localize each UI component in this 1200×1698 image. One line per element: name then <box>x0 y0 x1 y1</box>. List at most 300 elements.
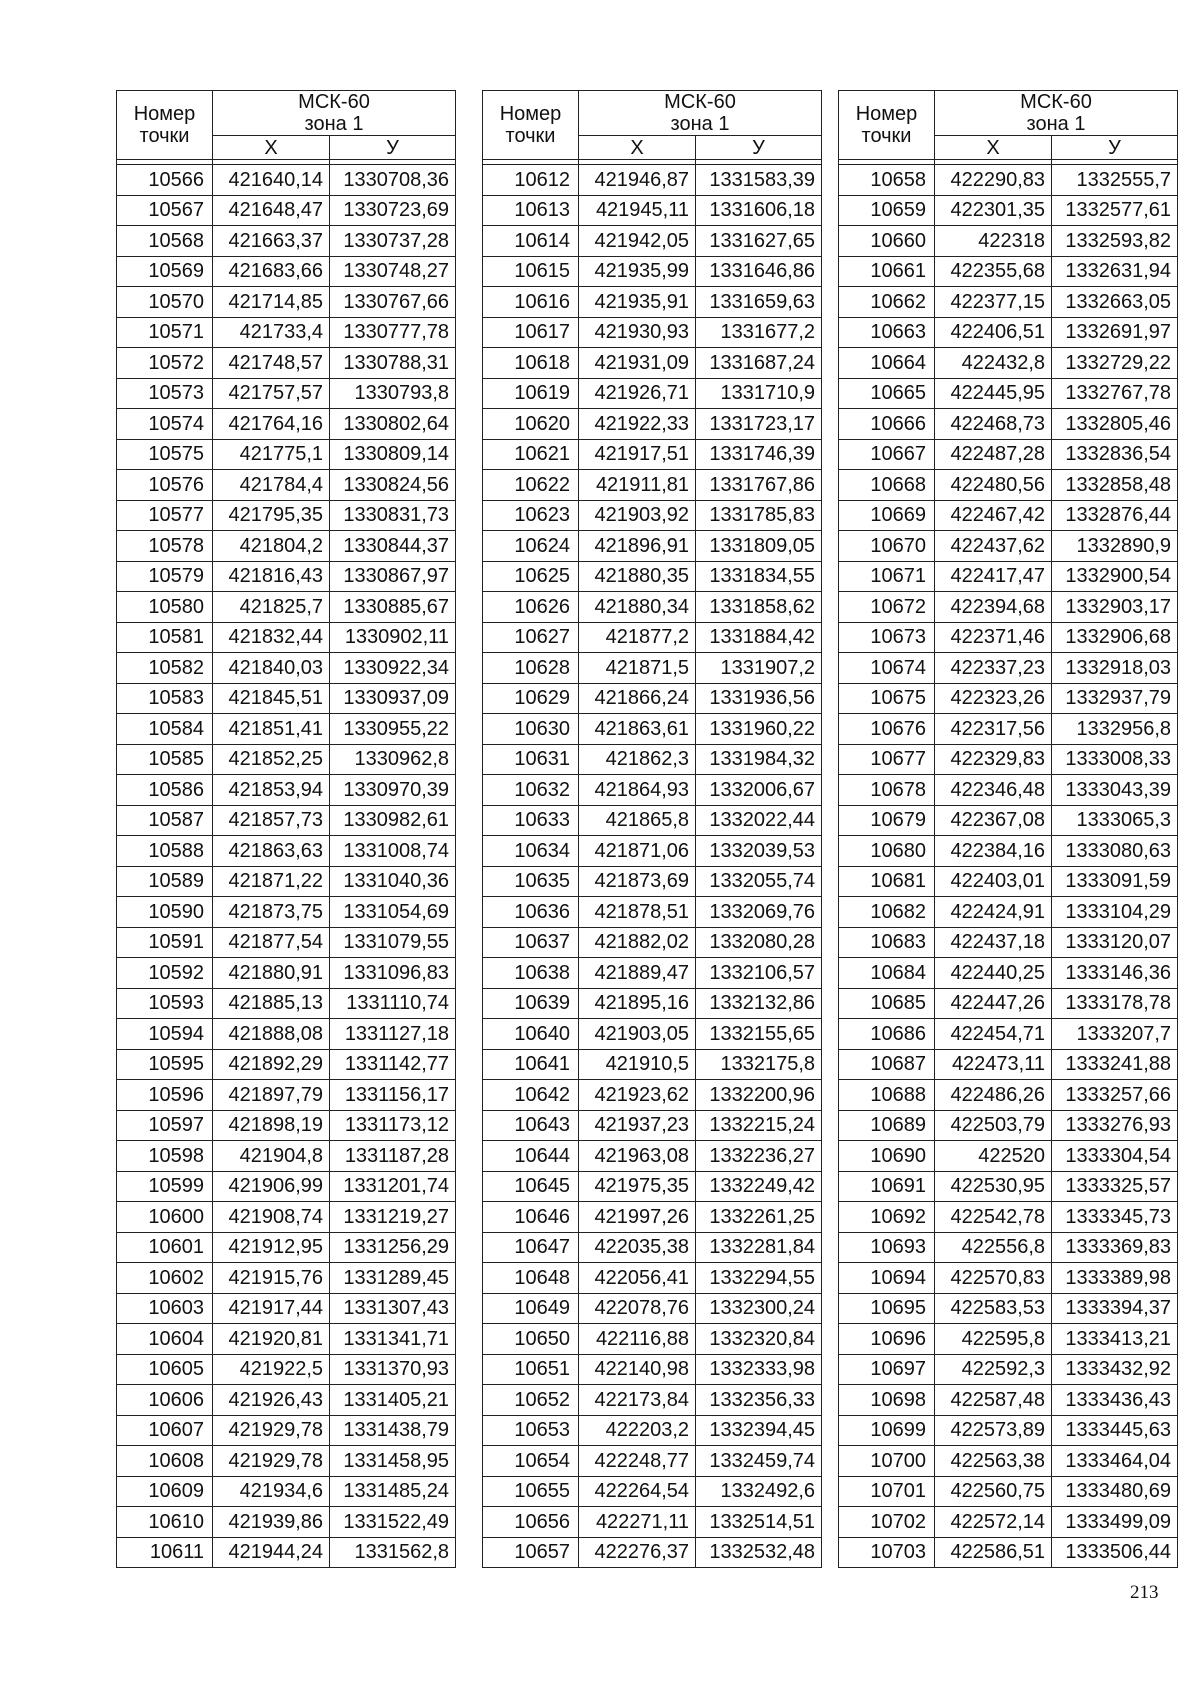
table-row <box>117 1385 456 1416</box>
point-number-header <box>839 91 935 160</box>
point-number-cell: 10593 <box>117 988 213 1019</box>
point-number-cell: 10664 <box>839 348 935 379</box>
y-coordinate-cell: 1331677,2 <box>696 317 822 348</box>
x-coordinate-cell: 421640,14 <box>213 165 330 196</box>
table-row <box>483 897 822 928</box>
page-number: 213 <box>1130 1582 1159 1603</box>
point-number-cell: 10609 <box>117 1476 213 1507</box>
x-coordinate-cell: 422377,15 <box>935 287 1052 318</box>
x-coordinate-cell: 422403,01 <box>935 866 1052 897</box>
table-row <box>483 622 822 653</box>
y-coordinate-cell: 1331156,17 <box>330 1080 456 1111</box>
header-line: зона 1 <box>670 113 730 135</box>
x-coordinate-cell: 422570,83 <box>935 1263 1052 1294</box>
point-number-cell: 10592 <box>117 958 213 989</box>
coordinate-system-header <box>579 91 822 136</box>
point-number-cell: 10567 <box>117 195 213 226</box>
point-number-cell: 10584 <box>117 714 213 745</box>
table-row <box>117 1537 456 1568</box>
table-row <box>483 1324 822 1355</box>
y-coordinate-cell: 1330922,34 <box>330 653 456 684</box>
point-number-cell: 10654 <box>483 1446 579 1477</box>
table-row <box>117 653 456 684</box>
x-coordinate-cell: 421898,19 <box>213 1110 330 1141</box>
point-number-cell: 10588 <box>117 836 213 867</box>
y-coordinate-cell: 1332261,25 <box>696 1202 822 1233</box>
y-coordinate-cell: 1332663,05 <box>1052 287 1178 318</box>
y-coordinate-cell: 1332200,96 <box>696 1080 822 1111</box>
x-coordinate-cell: 422480,56 <box>935 470 1052 501</box>
table-row <box>483 409 822 440</box>
point-number-cell: 10703 <box>839 1537 935 1568</box>
y-coordinate-cell: 1331562,8 <box>330 1537 456 1568</box>
x-coordinate-cell: 421863,61 <box>579 714 696 745</box>
x-coordinate-cell: 421915,76 <box>213 1263 330 1294</box>
table-row <box>483 1110 822 1141</box>
y-coordinate-cell: 1331438,79 <box>330 1415 456 1446</box>
y-coordinate-cell: 1333480,69 <box>1052 1476 1178 1507</box>
y-coordinate-cell: 1331746,39 <box>696 439 822 470</box>
table-row <box>483 195 822 226</box>
y-coordinate-cell: 1333506,44 <box>1052 1537 1178 1568</box>
table-row <box>839 1415 1178 1446</box>
y-coordinate-cell: 1331096,83 <box>330 958 456 989</box>
y-coordinate-cell: 1332593,82 <box>1052 226 1178 257</box>
table-row <box>117 1049 456 1080</box>
x-coordinate-cell: 422173,84 <box>579 1385 696 1416</box>
x-coordinate-cell: 421963,08 <box>579 1141 696 1172</box>
table-row <box>483 1232 822 1263</box>
table-row <box>839 1049 1178 1080</box>
x-coordinate-cell: 422424,91 <box>935 897 1052 928</box>
table-row <box>117 1141 456 1172</box>
y-coordinate-cell: 1330962,8 <box>330 744 456 775</box>
y-coordinate-cell: 1333464,04 <box>1052 1446 1178 1477</box>
point-number-cell: 10700 <box>839 1446 935 1477</box>
y-coordinate-cell: 1331219,27 <box>330 1202 456 1233</box>
point-number-cell: 10650 <box>483 1324 579 1355</box>
table-row <box>117 622 456 653</box>
point-number-cell: 10617 <box>483 317 579 348</box>
table-row <box>117 805 456 836</box>
x-coordinate-cell: 422437,62 <box>935 531 1052 562</box>
x-coordinate-cell: 422454,71 <box>935 1019 1052 1050</box>
point-number-cell: 10627 <box>483 622 579 653</box>
y-coordinate-cell: 1332069,76 <box>696 897 822 928</box>
x-coordinate-cell: 422542,78 <box>935 1202 1052 1233</box>
x-coordinate-cell: 422203,2 <box>579 1415 696 1446</box>
table-row <box>117 439 456 470</box>
table-row <box>117 1263 456 1294</box>
x-coordinate-cell: 421733,4 <box>213 317 330 348</box>
table-row <box>839 653 1178 684</box>
header-line: МСК-60 <box>664 91 736 113</box>
x-coordinate-cell: 421975,35 <box>579 1171 696 1202</box>
y-coordinate-cell: 1330802,64 <box>330 409 456 440</box>
y-coordinate-cell: 1331008,74 <box>330 836 456 867</box>
table-row <box>839 378 1178 409</box>
x-coordinate-cell: 422432,8 <box>935 348 1052 379</box>
table-row <box>117 409 456 440</box>
table-row <box>117 775 456 806</box>
point-number-cell: 10643 <box>483 1110 579 1141</box>
coordinates-table <box>838 90 1178 1568</box>
point-number-cell: 10639 <box>483 988 579 1019</box>
x-coordinate-cell: 422337,23 <box>935 653 1052 684</box>
table-row <box>839 714 1178 745</box>
y-coordinate-cell: 1331646,86 <box>696 256 822 287</box>
x-coordinate-cell: 421897,79 <box>213 1080 330 1111</box>
table-row <box>839 1537 1178 1568</box>
table-row <box>839 439 1178 470</box>
point-number-cell: 10632 <box>483 775 579 806</box>
point-number-cell: 10658 <box>839 165 935 196</box>
table-row <box>117 1110 456 1141</box>
point-number-cell: 10694 <box>839 1263 935 1294</box>
y-coordinate-cell: 1333413,21 <box>1052 1324 1178 1355</box>
table-row <box>839 195 1178 226</box>
point-number-cell: 10614 <box>483 226 579 257</box>
table-row <box>483 1293 822 1324</box>
table-row <box>483 1507 822 1538</box>
point-number-cell: 10676 <box>839 714 935 745</box>
x-coordinate-cell: 422301,35 <box>935 195 1052 226</box>
point-number-cell: 10663 <box>839 317 935 348</box>
table-row <box>483 1171 822 1202</box>
table-row <box>839 1293 1178 1324</box>
x-coordinate-cell: 421864,93 <box>579 775 696 806</box>
table-row <box>483 836 822 867</box>
y-coordinate-cell: 1331522,49 <box>330 1507 456 1538</box>
x-coordinate-cell: 422587,48 <box>935 1385 1052 1416</box>
x-coordinate-cell: 421895,16 <box>579 988 696 1019</box>
table-row <box>839 1171 1178 1202</box>
point-number-cell: 10598 <box>117 1141 213 1172</box>
x-coordinate-cell: 421939,86 <box>213 1507 330 1538</box>
table-row <box>483 866 822 897</box>
point-number-cell: 10660 <box>839 226 935 257</box>
x-coordinate-cell: 421997,26 <box>579 1202 696 1233</box>
point-number-cell: 10599 <box>117 1171 213 1202</box>
point-number-cell: 10689 <box>839 1110 935 1141</box>
table-row <box>483 348 822 379</box>
table-row <box>117 1232 456 1263</box>
point-number-cell: 10638 <box>483 958 579 989</box>
x-coordinate-cell: 421871,5 <box>579 653 696 684</box>
point-number-header <box>483 91 579 160</box>
point-number-cell: 10690 <box>839 1141 935 1172</box>
point-number-cell: 10684 <box>839 958 935 989</box>
point-number-cell: 10667 <box>839 439 935 470</box>
y-coordinate-cell: 1331936,56 <box>696 683 822 714</box>
point-number-cell: 10696 <box>839 1324 935 1355</box>
y-coordinate-cell: 1331187,28 <box>330 1141 456 1172</box>
table-row <box>483 1019 822 1050</box>
point-number-cell: 10611 <box>117 1537 213 1568</box>
x-coordinate-cell: 422371,46 <box>935 622 1052 653</box>
y-coordinate-cell: 1331405,21 <box>330 1385 456 1416</box>
table-body <box>483 165 822 1568</box>
x-coordinate-cell: 421888,08 <box>213 1019 330 1050</box>
y-column-header: У <box>1052 136 1178 160</box>
y-coordinate-cell: 1332080,28 <box>696 927 822 958</box>
header-line: зона 1 <box>304 113 364 135</box>
x-coordinate-cell: 421714,85 <box>213 287 330 318</box>
y-coordinate-cell: 1331606,18 <box>696 195 822 226</box>
x-column-header: Х <box>213 136 330 160</box>
y-coordinate-cell: 1331687,24 <box>696 348 822 379</box>
table-row <box>839 1446 1178 1477</box>
x-coordinate-cell: 422078,76 <box>579 1293 696 1324</box>
x-coordinate-cell: 422473,11 <box>935 1049 1052 1080</box>
y-coordinate-cell: 1333080,63 <box>1052 836 1178 867</box>
table-row <box>839 165 1178 196</box>
x-coordinate-cell: 422445,95 <box>935 378 1052 409</box>
y-coordinate-cell: 1332300,24 <box>696 1293 822 1324</box>
table-row <box>483 470 822 501</box>
y-coordinate-cell: 1331458,95 <box>330 1446 456 1477</box>
x-coordinate-cell: 421878,51 <box>579 897 696 928</box>
x-coordinate-cell: 422586,51 <box>935 1537 1052 1568</box>
x-coordinate-cell: 422417,47 <box>935 561 1052 592</box>
y-coordinate-cell: 1332281,84 <box>696 1232 822 1263</box>
y-coordinate-cell: 1330748,27 <box>330 256 456 287</box>
point-number-cell: 10630 <box>483 714 579 745</box>
y-coordinate-cell: 1330970,39 <box>330 775 456 806</box>
x-coordinate-cell: 422406,51 <box>935 317 1052 348</box>
point-number-cell: 10681 <box>839 866 935 897</box>
point-number-cell: 10597 <box>117 1110 213 1141</box>
table-row <box>117 836 456 867</box>
coordinate-system-header <box>935 91 1178 136</box>
y-coordinate-cell: 1330867,97 <box>330 561 456 592</box>
point-number-cell: 10566 <box>117 165 213 196</box>
x-coordinate-cell: 421862,3 <box>579 744 696 775</box>
table-row <box>839 744 1178 775</box>
point-number-cell: 10610 <box>117 1507 213 1538</box>
x-coordinate-cell: 422520 <box>935 1141 1052 1172</box>
y-coordinate-cell: 1332236,27 <box>696 1141 822 1172</box>
point-number-cell: 10603 <box>117 1293 213 1324</box>
y-coordinate-cell: 1332555,7 <box>1052 165 1178 196</box>
x-coordinate-cell: 422447,26 <box>935 988 1052 1019</box>
y-coordinate-cell: 1333043,39 <box>1052 775 1178 806</box>
table-row <box>483 805 822 836</box>
x-coordinate-cell: 421795,35 <box>213 500 330 531</box>
y-coordinate-cell: 1332918,03 <box>1052 653 1178 684</box>
point-number-cell: 10634 <box>483 836 579 867</box>
table-row <box>117 1171 456 1202</box>
point-number-cell: 10646 <box>483 1202 579 1233</box>
x-coordinate-cell: 422503,79 <box>935 1110 1052 1141</box>
table-row <box>483 775 822 806</box>
y-coordinate-cell: 1330788,31 <box>330 348 456 379</box>
table-row <box>117 683 456 714</box>
x-coordinate-cell: 421944,24 <box>213 1537 330 1568</box>
table-row <box>839 1354 1178 1385</box>
x-coordinate-cell: 421873,75 <box>213 897 330 928</box>
table-row <box>839 775 1178 806</box>
point-number-cell: 10601 <box>117 1232 213 1263</box>
y-coordinate-cell: 1333436,43 <box>1052 1385 1178 1416</box>
point-number-cell: 10657 <box>483 1537 579 1568</box>
table-row <box>117 1202 456 1233</box>
y-coordinate-cell: 1330844,37 <box>330 531 456 562</box>
point-number-cell: 10680 <box>839 836 935 867</box>
point-number-cell: 10642 <box>483 1080 579 1111</box>
table-row <box>839 1141 1178 1172</box>
point-number-cell: 10679 <box>839 805 935 836</box>
point-number-cell: 10624 <box>483 531 579 562</box>
x-coordinate-cell: 421840,03 <box>213 653 330 684</box>
table-row <box>117 195 456 226</box>
table-row <box>839 500 1178 531</box>
x-coordinate-cell: 422318 <box>935 226 1052 257</box>
x-coordinate-cell: 422595,8 <box>935 1324 1052 1355</box>
y-coordinate-cell: 1332805,46 <box>1052 409 1178 440</box>
point-number-cell: 10683 <box>839 927 935 958</box>
point-number-cell: 10576 <box>117 470 213 501</box>
x-coordinate-cell: 421857,73 <box>213 805 330 836</box>
y-coordinate-cell: 1331040,36 <box>330 866 456 897</box>
point-number-cell: 10665 <box>839 378 935 409</box>
y-coordinate-cell: 1332858,48 <box>1052 470 1178 501</box>
y-coordinate-cell: 1331054,69 <box>330 897 456 928</box>
point-number-cell: 10645 <box>483 1171 579 1202</box>
point-number-cell: 10615 <box>483 256 579 287</box>
point-number-cell: 10616 <box>483 287 579 318</box>
table-row <box>839 317 1178 348</box>
x-coordinate-cell: 422468,73 <box>935 409 1052 440</box>
point-number-cell: 10612 <box>483 165 579 196</box>
table-row <box>483 744 822 775</box>
y-coordinate-cell: 1330793,8 <box>330 378 456 409</box>
table-row <box>117 500 456 531</box>
x-coordinate-cell: 421852,25 <box>213 744 330 775</box>
table-row <box>483 1354 822 1385</box>
x-coordinate-cell: 421784,4 <box>213 470 330 501</box>
point-number-cell: 10623 <box>483 500 579 531</box>
point-number-cell: 10673 <box>839 622 935 653</box>
x-coordinate-cell: 421865,8 <box>579 805 696 836</box>
table-row <box>839 348 1178 379</box>
y-coordinate-cell: 1330831,73 <box>330 500 456 531</box>
x-coordinate-cell: 421804,2 <box>213 531 330 562</box>
point-number-cell: 10631 <box>483 744 579 775</box>
table-row <box>839 1263 1178 1294</box>
table-row <box>117 714 456 745</box>
x-coordinate-cell: 422394,68 <box>935 592 1052 623</box>
x-coordinate-cell: 421931,09 <box>579 348 696 379</box>
table-row <box>839 592 1178 623</box>
y-coordinate-cell: 1331485,24 <box>330 1476 456 1507</box>
y-coordinate-cell: 1333104,29 <box>1052 897 1178 928</box>
y-coordinate-cell: 1333065,3 <box>1052 805 1178 836</box>
point-number-cell: 10662 <box>839 287 935 318</box>
x-coordinate-cell: 421911,81 <box>579 470 696 501</box>
x-coordinate-cell: 422116,88 <box>579 1324 696 1355</box>
x-coordinate-cell: 421845,51 <box>213 683 330 714</box>
point-number-cell: 10608 <box>117 1446 213 1477</box>
x-coordinate-cell: 421929,78 <box>213 1415 330 1446</box>
x-coordinate-cell: 422592,3 <box>935 1354 1052 1385</box>
x-coordinate-cell: 422290,83 <box>935 165 1052 196</box>
table-row <box>483 653 822 684</box>
table-row <box>117 988 456 1019</box>
point-number-cell: 10577 <box>117 500 213 531</box>
point-number-cell: 10582 <box>117 653 213 684</box>
point-number-cell: 10656 <box>483 1507 579 1538</box>
point-number-cell: 10621 <box>483 439 579 470</box>
point-number-cell: 10669 <box>839 500 935 531</box>
point-number-cell: 10659 <box>839 195 935 226</box>
x-coordinate-cell: 421920,81 <box>213 1324 330 1355</box>
point-number-cell: 10635 <box>483 866 579 897</box>
x-coordinate-cell: 422271,11 <box>579 1507 696 1538</box>
table-row <box>839 683 1178 714</box>
table-row <box>117 1476 456 1507</box>
y-coordinate-cell: 1332356,33 <box>696 1385 822 1416</box>
x-coordinate-cell: 421942,05 <box>579 226 696 257</box>
table-row <box>483 317 822 348</box>
x-coordinate-cell: 421853,94 <box>213 775 330 806</box>
y-coordinate-cell: 1330937,09 <box>330 683 456 714</box>
y-coordinate-cell: 1330824,56 <box>330 470 456 501</box>
point-number-cell: 10685 <box>839 988 935 1019</box>
y-coordinate-cell: 1330767,66 <box>330 287 456 318</box>
point-number-cell: 10661 <box>839 256 935 287</box>
x-coordinate-cell: 422467,42 <box>935 500 1052 531</box>
point-number-cell: 10677 <box>839 744 935 775</box>
point-number-cell: 10692 <box>839 1202 935 1233</box>
point-number-cell: 10622 <box>483 470 579 501</box>
x-coordinate-cell: 422573,89 <box>935 1415 1052 1446</box>
x-coordinate-cell: 422035,38 <box>579 1232 696 1263</box>
y-coordinate-cell: 1331907,2 <box>696 653 822 684</box>
x-coordinate-cell: 421880,34 <box>579 592 696 623</box>
x-coordinate-cell: 421937,23 <box>579 1110 696 1141</box>
y-coordinate-cell: 1331785,83 <box>696 500 822 531</box>
table-row <box>839 287 1178 318</box>
y-coordinate-cell: 1330955,22 <box>330 714 456 745</box>
y-coordinate-cell: 1332492,6 <box>696 1476 822 1507</box>
point-number-cell: 10587 <box>117 805 213 836</box>
table-row <box>839 226 1178 257</box>
y-coordinate-cell: 1331079,55 <box>330 927 456 958</box>
table-row <box>117 1354 456 1385</box>
y-coordinate-cell: 1332394,45 <box>696 1415 822 1446</box>
y-coordinate-cell: 1331201,74 <box>330 1171 456 1202</box>
x-coordinate-cell: 422367,08 <box>935 805 1052 836</box>
point-number-cell: 10636 <box>483 897 579 928</box>
point-number-cell: 10613 <box>483 195 579 226</box>
table-row <box>117 348 456 379</box>
x-coordinate-cell: 421935,91 <box>579 287 696 318</box>
point-number-cell: 10697 <box>839 1354 935 1385</box>
x-coordinate-cell: 421871,06 <box>579 836 696 867</box>
table-row <box>483 1476 822 1507</box>
point-number-cell: 10583 <box>117 683 213 714</box>
table-row <box>839 1232 1178 1263</box>
x-coordinate-cell: 421903,05 <box>579 1019 696 1050</box>
point-number-cell: 10691 <box>839 1171 935 1202</box>
table-row <box>839 622 1178 653</box>
y-coordinate-cell: 1332294,55 <box>696 1263 822 1294</box>
table-row <box>117 287 456 318</box>
table-body <box>117 165 456 1568</box>
table-row <box>483 1415 822 1446</box>
x-coordinate-cell: 422440,25 <box>935 958 1052 989</box>
